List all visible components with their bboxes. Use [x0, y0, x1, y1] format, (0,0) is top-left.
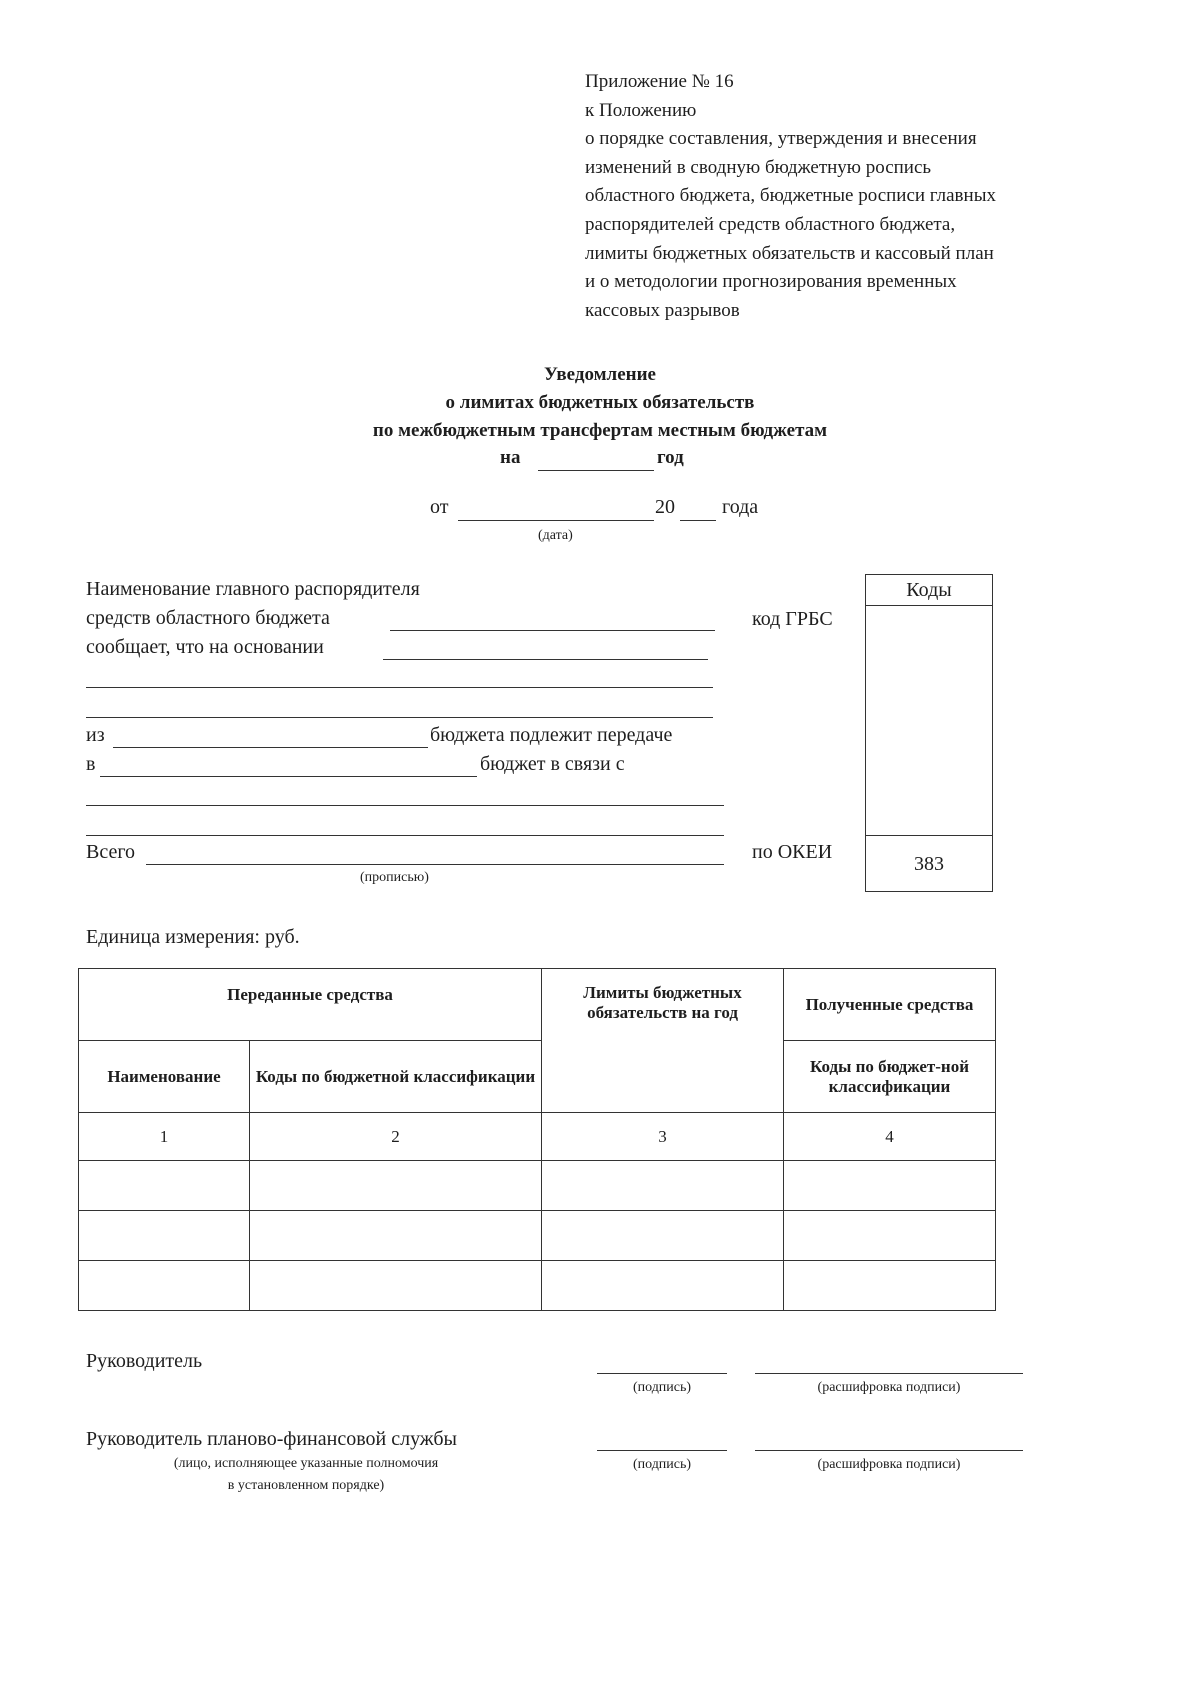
- unit-label: Единица измерения: руб.: [86, 926, 300, 948]
- head-decoding-field[interactable]: [755, 1373, 1023, 1374]
- reason-field-2[interactable]: [86, 835, 724, 836]
- received-header: Полученные средства: [784, 969, 996, 1041]
- finance-decoding-caption: (расшифровка подписи): [817, 1457, 961, 1472]
- document-title: Уведомление: [544, 364, 656, 385]
- from-budget-field[interactable]: [113, 747, 428, 748]
- grbs-label: Наименование главного распорядителя: [86, 578, 420, 600]
- codes-header-cell: Коды по бюджетной классификации: [250, 1041, 542, 1113]
- codes-header: Коды: [866, 575, 992, 606]
- col-number-3: 3: [542, 1113, 784, 1161]
- head-decoding-caption: (расшифровка подписи): [817, 1380, 961, 1395]
- year-prefix: на: [500, 447, 521, 468]
- table-cell[interactable]: [542, 1261, 784, 1311]
- table-cell[interactable]: [784, 1211, 996, 1261]
- name-header: Наименование: [79, 1041, 250, 1113]
- codes-box: [865, 574, 993, 892]
- date-field[interactable]: [458, 520, 654, 521]
- year-suffix: год: [657, 447, 684, 468]
- head-signature-caption: (подпись): [632, 1380, 692, 1395]
- col-number-4: 4: [784, 1113, 996, 1161]
- authorized-caption: (лицо, исполняющее указанные полномочия: [173, 1456, 439, 1471]
- finance-signature-caption: (подпись): [632, 1457, 692, 1472]
- document-subtitle: о лимитах бюджетных обязательств: [445, 392, 755, 413]
- table-cell[interactable]: [79, 1261, 250, 1311]
- grbs-code-label: код ГРБС: [752, 608, 833, 630]
- reason-field[interactable]: [86, 805, 724, 806]
- head-label: Руководитель: [86, 1350, 203, 1372]
- from-label: из: [86, 724, 105, 746]
- grbs-label-2: средств областного бюджета: [86, 607, 330, 629]
- col-number-1: 1: [79, 1113, 250, 1161]
- grbs-name-field[interactable]: [390, 630, 715, 631]
- okei-label: по ОКЕИ: [752, 841, 833, 863]
- head-signature-field[interactable]: [597, 1373, 727, 1374]
- limits-table: [78, 968, 996, 1311]
- finance-signature-field[interactable]: [597, 1450, 727, 1451]
- table-cell[interactable]: [784, 1261, 996, 1311]
- date-century: 20: [655, 496, 675, 518]
- budget-due-label: бюджет в связи с: [480, 753, 625, 775]
- table-cell[interactable]: [79, 1211, 250, 1261]
- table-cell[interactable]: [542, 1211, 784, 1261]
- table-cell[interactable]: [250, 1211, 542, 1261]
- date-suffix: года: [722, 496, 759, 518]
- finance-head-label: Руководитель планово-финансовой службы: [86, 1428, 457, 1450]
- date-prefix: от: [430, 496, 449, 518]
- to-label: в: [86, 753, 96, 775]
- received-codes-header: Коды по бюджет-ной классификации: [784, 1041, 996, 1113]
- to-budget-field[interactable]: [100, 776, 477, 777]
- table-cell[interactable]: [79, 1161, 250, 1211]
- okei-code-value: 383: [914, 853, 944, 875]
- col-number-2: 2: [250, 1113, 542, 1161]
- transferred-header: Переданные средства: [79, 969, 542, 1041]
- basis-field-2[interactable]: [86, 687, 713, 688]
- table-cell[interactable]: [250, 1261, 542, 1311]
- basis-field-3[interactable]: [86, 717, 713, 718]
- year-field[interactable]: [538, 470, 654, 471]
- annex-reference: Приложение № 16 к Положению о порядке составления, утверждения и внесения изменений в сводную бюджетную роспись областного бюджета, бюджетные росписи главных распорядителей средств областного бюджета, лимиты бюджетных обязательств и кассовый план и о методологии прогнозирования временных кассовых разрывов: [585, 71, 996, 321]
- table-cell[interactable]: [542, 1161, 784, 1211]
- total-field[interactable]: [146, 864, 724, 865]
- authorized-caption-2: в установленном порядке): [227, 1478, 385, 1493]
- basis-field[interactable]: [383, 659, 708, 660]
- date-caption: (дата): [538, 528, 573, 543]
- table-cell[interactable]: [250, 1161, 542, 1211]
- date-year-field[interactable]: [680, 520, 716, 521]
- finance-decoding-field[interactable]: [755, 1450, 1023, 1451]
- document-subtitle-2: по межбюджетным трансфертам местным бюджетам: [372, 420, 828, 441]
- transfer-label: бюджета подлежит передаче: [430, 724, 673, 746]
- basis-label: сообщает, что на основании: [86, 636, 324, 658]
- table-cell[interactable]: [784, 1161, 996, 1211]
- limits-header: Лимиты бюджетных обязательств на год: [542, 969, 784, 1113]
- total-label: Всего: [86, 841, 136, 863]
- in-words-caption: (прописью): [360, 870, 429, 885]
